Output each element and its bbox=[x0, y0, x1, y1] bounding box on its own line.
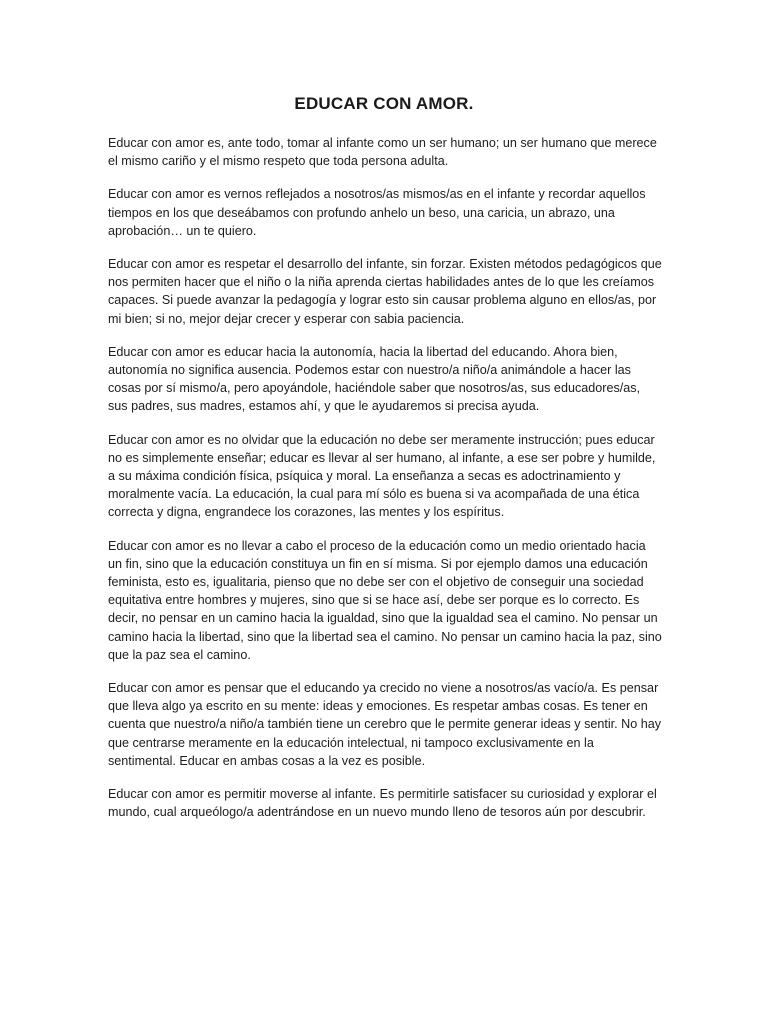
paragraph-8: Educar con amor es permitir moverse al infante. Es permitirle satisfacer su curiosidad y explorar el mundo, cual arqueólogo/a adentrándose en un nuevo mundo lleno de tesoros aún por descubrir. bbox=[108, 787, 657, 820]
paragraph-4: Educar con amor es educar hacia la autonomía, hacia la libertad del educando. Ahora bien, autonomía no significa ausencia. Podemos estar con nuestro/a niño/a animándole a hacer las cosas por sí mismo/a, pero apoyándole, haciéndole saber que nosotros/as, sus educadores/as, sus padres, sus madres, estamos ahí, y que le ayudaremos si precisa ayuda. bbox=[108, 344, 641, 414]
paragraph-1: Educar con amor es, ante todo, tomar al infante como un ser humano; un ser humano que merece el mismo cariño y el mismo respeto que toda persona adulta. bbox=[108, 136, 657, 169]
document-body bbox=[108, 134, 663, 837]
paragraph-5: Educar con amor es no olvidar que la educación no debe ser meramente instrucción; pues educar no es simplemente enseñar; educar es llevar al ser humano, al infante, a ese ser pobre y humilde, a su máxima condición física, psíquica y moral. La enseñanza a secas es adoctrinamiento y moralmente vacía. La educación, la cual para mí sólo es buena si va acompañada de una ética correcta y digna, engrandece los corazones, las mentes y los espíritus. bbox=[108, 432, 656, 520]
paragraph-2: Educar con amor es vernos reflejados a nosotros/as mismos/as en el infante y recordar aquellos tiempos en los que deseábamos con profundo anhelo un beso, una caricia, un abrazo, una aprobación… un te quiero. bbox=[108, 187, 646, 238]
paragraph-7: Educar con amor es pensar que el educando ya crecido no viene a nosotros/as vacío/a. Es pensar que lleva algo ya escrito en su mente: ideas y emociones. Es respetar ambas cosas. Es tener en cuenta que nuestro/a niño/a también tiene un cerebro que le permite generar ideas y sentir. No hay que centrarse meramente en la educación intelectual, ni tampoco exclusivamente en la sentimental. Educar en ambas cosas a la vez es posible. bbox=[108, 681, 662, 768]
paragraph-6: Educar con amor es no llevar a cabo el proceso de la educación como un medio orientado hacia un fin, sino que la educación constituya un fin en sí misma. Si por ejemplo damos una educación feminista, esto es, igualitaria, pienso que no debe ser con el objetivo de conseguir una sociedad equitativa entre hombres y mujeres, sino que si se hace así, debe ser porque es lo correcto. Es decir, no pensar en un camino hacia la igualdad, sino que la igualdad sea el camino. No pensar un camino hacia la libertad, sino que la libertad sea el camino. No pensar un camino hacia la paz, sino que la paz sea el camino. bbox=[108, 538, 662, 662]
paragraph-3: Educar con amor es respetar el desarrollo del infante, sin forzar. Existen métodos pedagógicos que nos permiten hacer que el niño o la niña aprenda ciertas habilidades antes de lo que les creíamos capaces. Si puede avanzar la pedagogía y lograr esto sin causar problema alguno en ellos/as, por mi bien; si no, mejor dejar crecer y esperar con sabia paciencia. bbox=[108, 257, 662, 326]
document-title: EDUCAR CON AMOR. bbox=[294, 94, 474, 113]
